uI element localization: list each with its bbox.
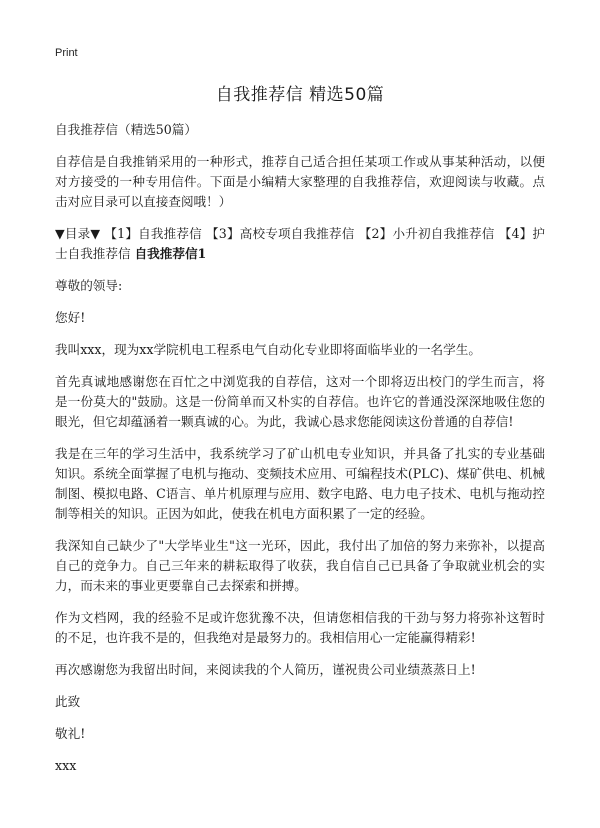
letter-paragraph: 首先真诚地感谢您在百忙之中浏览我的自荐信，这对一个即将迈出校门的学生而言，将是一份莫大的"鼓励。这是一份简单而又朴实的自荐信。也许它的普通没深深地吸住您的眼光，但它却蕴涵着一颗真诚的心。为此，我诚心恳求您能阅读这份普通的自荐信! [55,374,545,429]
letter-greeting: 您好! [55,310,86,325]
toc-link-2[interactable]: 【2】小升初自我推荐信 [358,226,495,241]
document-content [55,120,545,788]
letter-salutation: 尊敬的领导: [55,278,123,293]
table-of-contents [55,224,545,264]
letter-signature: xxx [55,758,77,773]
toc-current-section: 自我推荐信1 [134,246,207,261]
letter-paragraph: 我叫xxx，现为xx学院机电工程系电气自动化专业即将面临毕业的一名学生。 [55,342,481,357]
document-subtitle: 自我推荐信（精选50篇） [55,122,197,137]
toc-prefix: ▼目录▼ [55,226,101,241]
toc-link-1[interactable]: 【1】自我推荐信 [104,226,202,241]
print-label[interactable]: Print [55,47,78,59]
letter-paragraph: 再次感谢您为我留出时间，来阅读我的个人简历，谨祝贵公司业绩蒸蒸日上! [55,662,476,677]
letter-paragraph: 作为文档网，我的经验不足或许您犹豫不决，但请您相信我的干劲与努力将弥补这暂时的不足，也许我不是的，但我绝对是最努力的。我相信用心一定能赢得精彩! [55,610,545,645]
letter-closing: 此致 [55,694,81,709]
letter-paragraph: 我深知自己缺少了"大学毕业生"这一光环，因此，我付出了加倍的努力来弥补，以提高自己的竞争力。自己三年来的耕耘取得了收获，我自信自己已具备了争取就业机会的实力，而未来的事业更要靠自己去探索和拼搏。 [55,538,545,593]
intro-paragraph: 自荐信是自我推销采用的一种形式，推荐自己适合担任某项工作或从事某种活动，以便对方接受的一种专用信件。下面是小编精大家整理的自我推荐信，欢迎阅读与收藏。点击对应目录可以直接查阅哦！） [55,154,545,209]
letter-regards: 敬礼! [55,726,86,741]
letter-paragraph: 我是在三年的学习生活中，我系统学习了矿山机电专业知识，并具备了扎实的专业基础知识。系统全面掌握了电机与拖动、变频技术应用、可编程技术(PLC)、煤矿供电、机械制图、模拟电路、C语言、单片机原理与应用、数字电路、电力电子技术、电机与拖动控制等相关的知识。正因为如此，使我在机电方面积累了一定的经验。 [55,446,545,521]
document-title: 自我推荐信 精选50篇 [215,85,385,105]
toc-link-4[interactable]: 【4】护士自我推荐信 [55,226,545,261]
toc-link-3[interactable]: 【3】高校专项自我推荐信 [206,226,355,241]
